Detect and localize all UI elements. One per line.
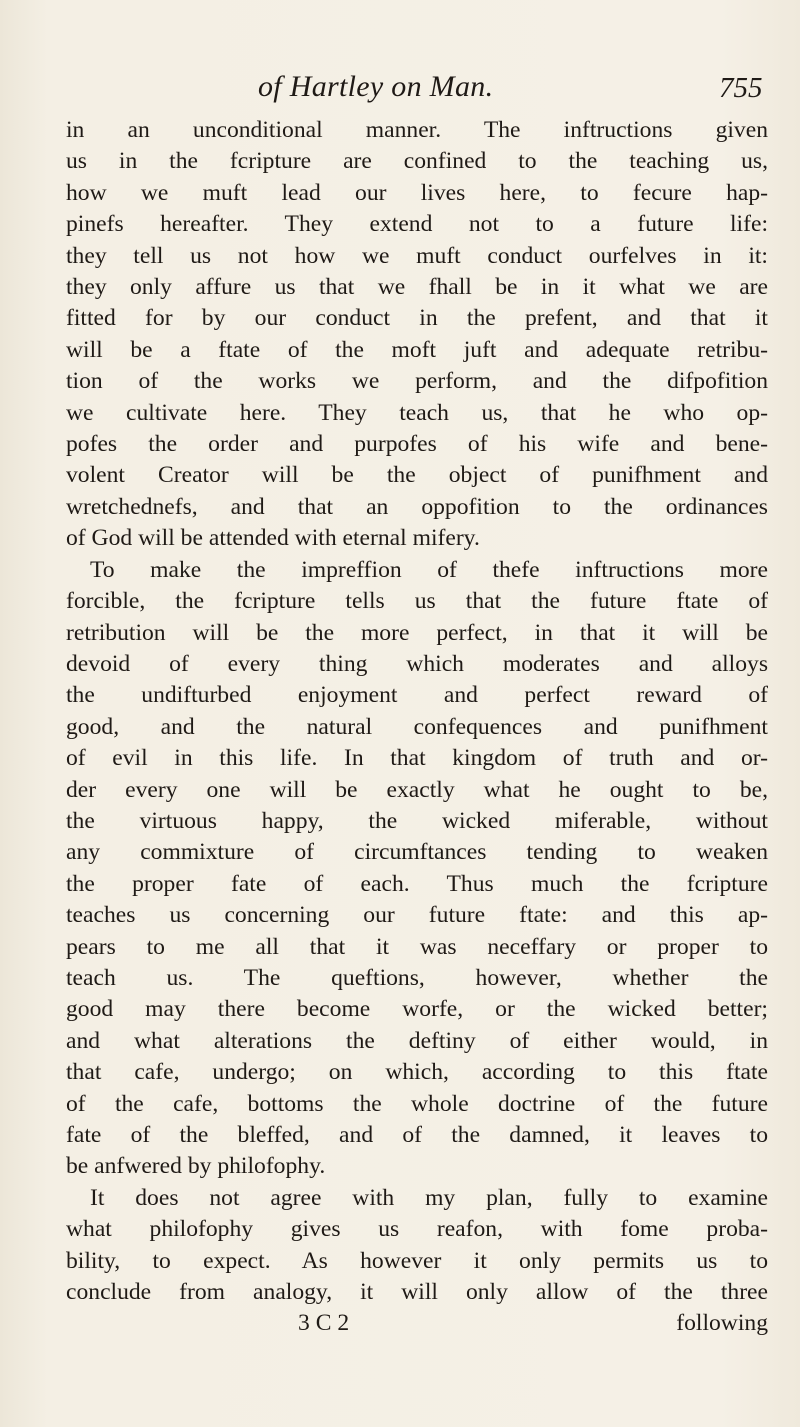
text-line: the undifturbed enjoyment and perfect reward of bbox=[66, 682, 768, 709]
text-line: conclude from analogy, it will only allow of the three bbox=[66, 1279, 768, 1306]
signature-mark: 3 C 2 bbox=[298, 1310, 350, 1337]
text-line: teach us. The queftions, however, whether the bbox=[66, 964, 768, 991]
text-line: devoid of every thing which moderates and alloys bbox=[66, 650, 768, 677]
paragraph-start-line: To make the impreffion of thefe inftructions more bbox=[90, 556, 768, 583]
catchword: following bbox=[676, 1310, 768, 1337]
text-line: teaches us concerning our future ftate: and this ap- bbox=[66, 902, 768, 929]
text-line: of evil in this life. In that kingdom of truth and or- bbox=[66, 745, 768, 772]
text-line: forcible, the fcripture tells us that the future ftate of bbox=[66, 588, 768, 615]
text-line: pofes the order and purpofes of his wife and bene- bbox=[66, 431, 768, 458]
text-line: we cultivate here. They teach us, that he who op- bbox=[66, 399, 768, 426]
text-line: fate of the bleffed, and of the damned, it leaves to bbox=[66, 1122, 768, 1148]
text-line: and what alterations the deftiny of either would, in bbox=[66, 1027, 768, 1054]
text-line: in an unconditional manner. The inftructions given bbox=[66, 117, 768, 143]
text-line: tion of the works we perform, and the difpofition bbox=[66, 368, 768, 395]
text-line: bility, to expect. As however it only permits us to bbox=[66, 1247, 768, 1274]
text-line: any commixture of circumftances tending to weaken bbox=[66, 839, 768, 866]
paragraph-end-line: be anfwered by philofophy. bbox=[66, 1153, 326, 1180]
text-line: us in the fcripture are confined to the teaching us, bbox=[66, 148, 768, 175]
page-number: 755 bbox=[719, 72, 763, 104]
text-line: good, and the natural confequences and punifhment bbox=[66, 713, 768, 740]
text-line: pinefs hereafter. They extend not to a future life: bbox=[66, 211, 768, 238]
paragraph-end-line: of God will be attended with eternal mifery. bbox=[66, 525, 480, 552]
text-line: of the cafe, bottoms the whole doctrine of the future bbox=[66, 1090, 768, 1117]
text-line: the virtuous happy, the wicked miferable, without bbox=[66, 807, 768, 834]
page-footer bbox=[66, 1308, 768, 1339]
text-line: the proper fate of each. Thus much the fcripture bbox=[66, 870, 768, 897]
text-line: they tell us not how we muft conduct ourfelves in it: bbox=[66, 242, 768, 269]
body-text bbox=[66, 115, 768, 1340]
running-head: of Hartley on Man. bbox=[258, 70, 494, 103]
text-line: volent Creator will be the object of punifhment and bbox=[66, 462, 768, 489]
text-line: will be a ftate of the moft juft and adequate retribu- bbox=[66, 336, 768, 363]
text-line: what philofophy gives us reafon, with fome proba- bbox=[66, 1216, 768, 1243]
text-line: retribution will be the more perfect, in that it will be bbox=[66, 619, 768, 646]
text-line: der every one will be exactly what he ought to be, bbox=[66, 776, 768, 803]
page-header bbox=[0, 70, 800, 110]
text-line: pears to me all that it was neceffary or proper to bbox=[66, 933, 768, 960]
text-line: that cafe, undergo; on which, according to this ftate bbox=[66, 1059, 768, 1086]
text-line: they only affure us that we fhall be in it what we are bbox=[66, 274, 768, 301]
text-line: fitted for by our conduct in the prefent, and that it bbox=[66, 305, 768, 332]
text-line: how we muft lead our lives here, to fecure hap- bbox=[66, 179, 768, 206]
paragraph-start-line: It does not agree with my plan, fully to examine bbox=[90, 1184, 768, 1211]
text-line: wretchednefs, and that an oppofition to the ordinances bbox=[66, 493, 768, 520]
text-line: good may there become worfe, or the wicked better; bbox=[66, 996, 768, 1023]
